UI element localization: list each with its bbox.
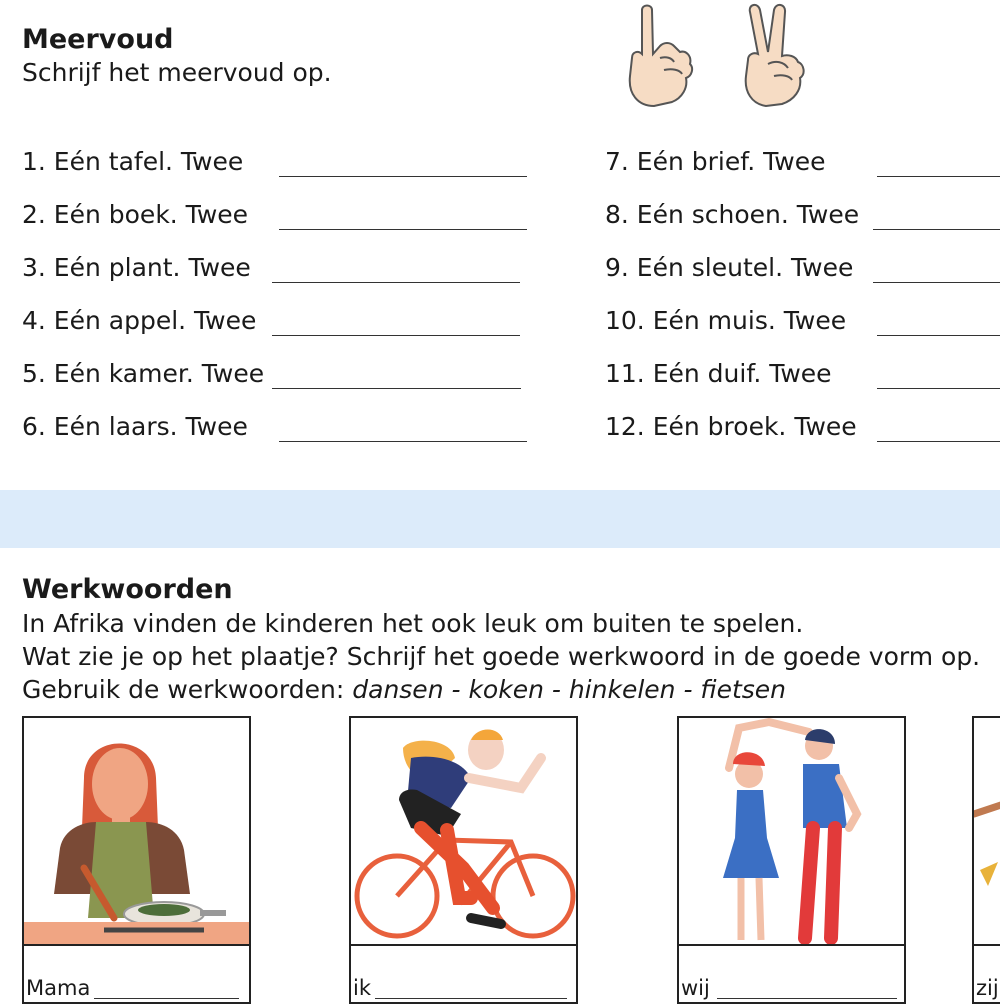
answer-line-2[interactable]	[279, 229, 527, 230]
intro-line-1: In Afrika vinden de kinderen het ook leuk om buiten te spelen.	[22, 609, 804, 638]
intro-line-3	[22, 675, 786, 704]
answer-box-4[interactable]	[972, 944, 1000, 1004]
dancing-couple-illustration-icon	[679, 718, 904, 944]
answer-line-6[interactable]	[279, 441, 527, 442]
cooking-woman-illustration-icon	[24, 718, 249, 944]
exercise-5: 5. Eén kamer. Twee	[22, 359, 265, 388]
intro-line-2: Wat zie je op het plaatje? Schrijf het goede werkwoord in de goede vorm op.	[22, 642, 981, 671]
subject-label-ik: ik	[353, 976, 371, 1000]
answer-line-9[interactable]	[873, 282, 1000, 283]
verb-answer-line-2[interactable]	[375, 998, 567, 999]
exercise-4: 4. Eén appel. Twee	[22, 306, 257, 335]
picture-frame-hopscotch	[972, 716, 1000, 946]
exercise-11: 11. Eén duif. Twee	[605, 359, 832, 388]
exercise-8: 8. Eén schoen. Twee	[605, 200, 860, 229]
verb-answer-line-3[interactable]	[717, 998, 897, 999]
hopscotch-illustration-icon	[974, 718, 1000, 944]
answer-box-2[interactable]	[349, 944, 578, 1004]
picture-frame-dancing	[677, 716, 906, 946]
answer-line-11[interactable]	[877, 388, 1000, 389]
hand-one-finger-icon	[620, 2, 700, 114]
answer-line-3[interactable]	[272, 282, 520, 283]
hand-two-fingers-icon	[738, 2, 818, 114]
answer-line-5[interactable]	[272, 388, 521, 389]
answer-line-12[interactable]	[877, 441, 1000, 442]
section-instruction-meervoud: Schrijf het meervoud op.	[22, 58, 332, 87]
exercise-9: 9. Eén sleutel. Twee	[605, 253, 854, 282]
answer-line-7[interactable]	[877, 176, 1000, 177]
answer-line-10[interactable]	[877, 335, 1000, 336]
cycling-man-illustration-icon	[351, 718, 576, 944]
section-divider-band	[0, 490, 1000, 548]
subject-label-wij: wij	[681, 976, 710, 1000]
verb-answer-line-1[interactable]	[94, 998, 239, 999]
subject-label-mama: Mama	[26, 976, 91, 1000]
section-title-werkwoorden: Werkwoorden	[22, 574, 233, 605]
picture-frame-cooking	[22, 716, 251, 946]
exercise-6: 6. Eén laars. Twee	[22, 412, 248, 441]
answer-box-1[interactable]	[22, 944, 251, 1004]
exercise-7: 7. Eén brief. Twee	[605, 147, 826, 176]
answer-line-8[interactable]	[873, 229, 1000, 230]
answer-line-4[interactable]	[272, 335, 520, 336]
verbs-prefix: Gebruik de werkwoorden:	[22, 675, 353, 704]
answer-box-3[interactable]	[677, 944, 906, 1004]
section-title-meervoud: Meervoud	[22, 24, 174, 55]
picture-frame-cycling	[349, 716, 578, 946]
exercise-12: 12. Eén broek. Twee	[605, 412, 857, 441]
subject-label-zij: zij	[976, 976, 999, 1000]
exercise-2: 2. Eén boek. Twee	[22, 200, 249, 229]
verbs-list: dansen - koken - hinkelen - fietsen	[352, 675, 787, 704]
answer-line-1[interactable]	[279, 176, 527, 177]
exercise-10: 10. Eén muis. Twee	[605, 306, 847, 335]
exercise-1: 1. Eén tafel. Twee	[22, 147, 244, 176]
exercise-3: 3. Eén plant. Twee	[22, 253, 251, 282]
